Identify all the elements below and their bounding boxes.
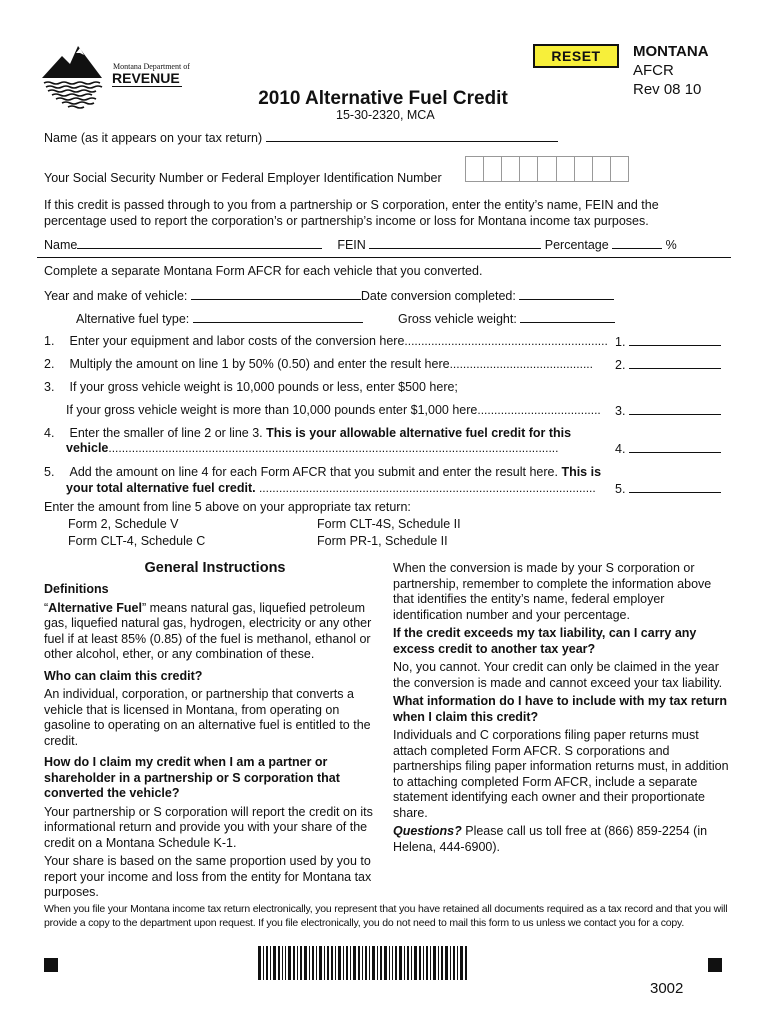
- entity-row: [44, 237, 677, 252]
- answer-partner-b: Your share is based on the same proportion used by you to report your income and loss from the entity for Montana tax purposes.: [44, 854, 372, 899]
- name-row: [44, 130, 558, 145]
- registration-mark-left: [44, 958, 58, 972]
- year-make-input[interactable]: [191, 288, 361, 300]
- registration-mark-right: [708, 958, 722, 972]
- instructions-left-column: [44, 582, 378, 904]
- line-2-number: 2.: [44, 357, 55, 371]
- ssn-input[interactable]: [465, 156, 629, 182]
- line-5-number: 5.: [44, 465, 55, 479]
- dept-small-label: Montana Department of: [113, 62, 190, 71]
- line-3-input[interactable]: [629, 403, 721, 415]
- line-5-text: Add the amount on line 4 for each Form AFCR that you submit and enter the result here.: [69, 465, 558, 479]
- line-5-bold-a: This is: [561, 465, 602, 479]
- line-4-bold-b: vehicle: [66, 441, 109, 455]
- year-make-row: [44, 288, 614, 303]
- percentage-label: Percentage: [544, 238, 609, 252]
- revenue-underline: [112, 86, 182, 87]
- answer-carryover: No, you cannot. Your credit can only be claimed in the year the conversion is made and cannot exceed your tax liability.: [393, 660, 723, 690]
- line-5-answer: [615, 481, 721, 496]
- leader-dots: .....................................................................................................: [255, 481, 596, 495]
- line-3b: [66, 403, 601, 417]
- line-4-ref: 4.: [615, 442, 626, 456]
- form-code: AFCR: [633, 62, 674, 79]
- fein-label: FEIN: [337, 238, 366, 252]
- name-input[interactable]: [266, 130, 558, 142]
- definitions-heading: Definitions: [44, 582, 109, 596]
- gvw-label: Gross vehicle weight:: [398, 312, 517, 326]
- date-conversion-input[interactable]: [519, 288, 614, 300]
- line-4b: [66, 441, 558, 455]
- fuel-type-input[interactable]: [193, 311, 363, 323]
- alt-fuel-term: Alternative Fuel: [48, 600, 142, 615]
- enter-on-return: Enter the amount from line 5 above on your appropriate tax return:: [44, 500, 411, 514]
- line-3-number: 3.: [44, 380, 55, 394]
- date-conversion-label: Date conversion completed:: [360, 289, 516, 303]
- passthrough-text: If this credit is passed through to you from a partnership or S corporation, enter the entity’s name, FEIN and the percentage used to report the corporation’s or partnership’s income or loss for Montana income tax purposes.: [44, 198, 659, 228]
- line-2-input[interactable]: [629, 357, 721, 369]
- line-1-answer: [615, 334, 721, 349]
- schedule-pr1: Form PR-1, Schedule II: [317, 534, 448, 548]
- ssn-label: Your Social Security Number or Federal Employer Identification Number: [44, 171, 442, 185]
- line-4-number: 4.: [44, 426, 55, 440]
- question-partner: How do I claim my credit when I am a partner or shareholder in a partnership or S corporation that converted the vehicle?: [44, 755, 340, 800]
- line-3a: [44, 380, 458, 394]
- leader-dots: .......................................................................................................................................: [108, 441, 559, 455]
- instructions-right-column: [393, 561, 731, 858]
- instructions-heading: General Instructions: [144, 560, 286, 576]
- answer-who: An individual, corporation, or partnership that converts a vehicle that is licensed in Montana, from operating on gasoline to operating on an alternative fuel is entitled to the credit.: [44, 687, 371, 748]
- schedule-clt4s: Form CLT-4S, Schedule II: [317, 517, 461, 531]
- form-title: 2010 Alternative Fuel Credit: [258, 88, 508, 109]
- state-label: MONTANA: [633, 43, 709, 60]
- barcode: [258, 946, 508, 980]
- line-2: [44, 357, 593, 371]
- fuel-type-row: [76, 311, 363, 326]
- line-4-text: Enter the smaller of line 2 or line 3.: [69, 426, 263, 440]
- fuel-type-label: Alternative fuel type:: [76, 312, 190, 326]
- line-1: [44, 334, 608, 348]
- question-include: What information do I have to include with my tax return when I claim this credit?: [393, 694, 728, 724]
- alt-fuel-def: means natural gas, liquefied petroleum gas, liquefied natural gas, hydrogen, electricity or any other fuel if at least 85% (0.85) of the fuel is methanol, ethanol or other alcohol, ether, or any combination of these.: [44, 600, 372, 661]
- line-1-ref: 1.: [615, 335, 626, 349]
- answer-include: Individuals and C corporations filing paper returns must attach completed Form AFCR. S corporations and partnerships filing paper information returns must, in addition to attaching completed Form AFCR, include a separate statement identifying each owner and their proportionate share.: [393, 728, 729, 820]
- gvw-row: [398, 311, 615, 326]
- line-5-input[interactable]: [629, 481, 721, 493]
- separate-form-note: Complete a separate Montana Form AFCR for each vehicle that you converted.: [44, 264, 483, 278]
- dept-revenue-label: REVENUE: [112, 70, 180, 86]
- entity-name-input[interactable]: [77, 237, 322, 249]
- line-5-ref: 5.: [615, 482, 626, 496]
- section-divider: [37, 257, 731, 258]
- page-number: 3002: [650, 980, 684, 997]
- line-1-input[interactable]: [629, 334, 721, 346]
- line-4-bold-a: This is your allowable alternative fuel credit for this: [266, 426, 572, 440]
- entity-name-label: Name: [44, 238, 78, 252]
- line-3-answer: [615, 403, 721, 418]
- s-corp-reminder: When the conversion is made by your S corporation or partnership, remember to complete the information above that identifies the entity’s name, federal employer identification number and your percentage.: [393, 561, 712, 622]
- line-1-text: Enter your equipment and labor costs of the conversion here: [69, 334, 405, 348]
- gvw-input[interactable]: [520, 311, 615, 323]
- line-5-bold-b: your total alternative fuel credit.: [66, 481, 256, 495]
- line-2-text: Multiply the amount on line 1 by 50% (0.50) and enter the result here: [69, 357, 450, 371]
- statute-reference: 15-30-2320, MCA: [336, 108, 435, 122]
- year-make-label: Year and make of vehicle:: [44, 289, 188, 303]
- line-4-input[interactable]: [629, 441, 721, 453]
- question-who: Who can claim this credit?: [44, 668, 203, 683]
- efile-note: When you file your Montana income tax return electronically, you represent that you have retained all documents required as a tax record and that you will provide a copy to the department upon request. If you file electronically, you do not need to mail this form to us unless we contact you for a copy.: [44, 903, 728, 929]
- questions-contact: [393, 824, 731, 855]
- schedule-clt4: Form CLT-4, Schedule C: [68, 534, 206, 548]
- leader-dots: .............................................................: [404, 334, 608, 348]
- answer-partner-a: Your partnership or S corporation will report the credit on its informational return and provide you with your share of the credit on a Montana Schedule K-1.: [44, 804, 373, 850]
- line-3-text-b: If your gross vehicle weight is more than 10,000 pounds enter $1,000 here: [66, 403, 478, 417]
- schedule-form2: Form 2, Schedule V: [68, 517, 179, 531]
- leader-dots: .....................................: [477, 403, 601, 417]
- leader-dots: ...........................................: [449, 357, 593, 371]
- line-4-answer: [615, 441, 721, 456]
- line-3-ref: 3.: [615, 404, 626, 418]
- line-4a: [44, 426, 571, 440]
- line-2-ref: 2.: [615, 358, 626, 372]
- questions-text: Please call us toll free at (866) 859-2254 (in Helena, 444-6900).: [393, 824, 708, 854]
- line-5b: [66, 481, 596, 495]
- line-3-text-a: If your gross vehicle weight is 10,000 pounds or less, enter $500 here;: [69, 380, 458, 394]
- questions-label: Questions?: [393, 824, 462, 838]
- percent-sign: %: [665, 238, 677, 252]
- percentage-input[interactable]: [612, 237, 662, 249]
- name-label: Name (as it appears on your tax return): [44, 131, 263, 145]
- reset-button[interactable]: RESET: [533, 44, 619, 68]
- fein-input[interactable]: [369, 237, 541, 249]
- alt-fuel-definition: “Alternative Fuel” means natural gas, liquefied petroleum gas, liquefied natural gas, hydrogen, electricity or any other fuel if at least 85% (0.85) of the fuel is methanol, ethanol or other alcohol, ether, or any combination of these.: [44, 600, 372, 661]
- revision-label: Rev 08 10: [633, 81, 702, 98]
- line-2-answer: [615, 357, 721, 372]
- question-carryover: If the credit exceeds my tax liability, can I carry any excess credit to another tax year?: [393, 626, 697, 656]
- line-1-number: 1.: [44, 334, 55, 348]
- line-5a: [44, 465, 601, 479]
